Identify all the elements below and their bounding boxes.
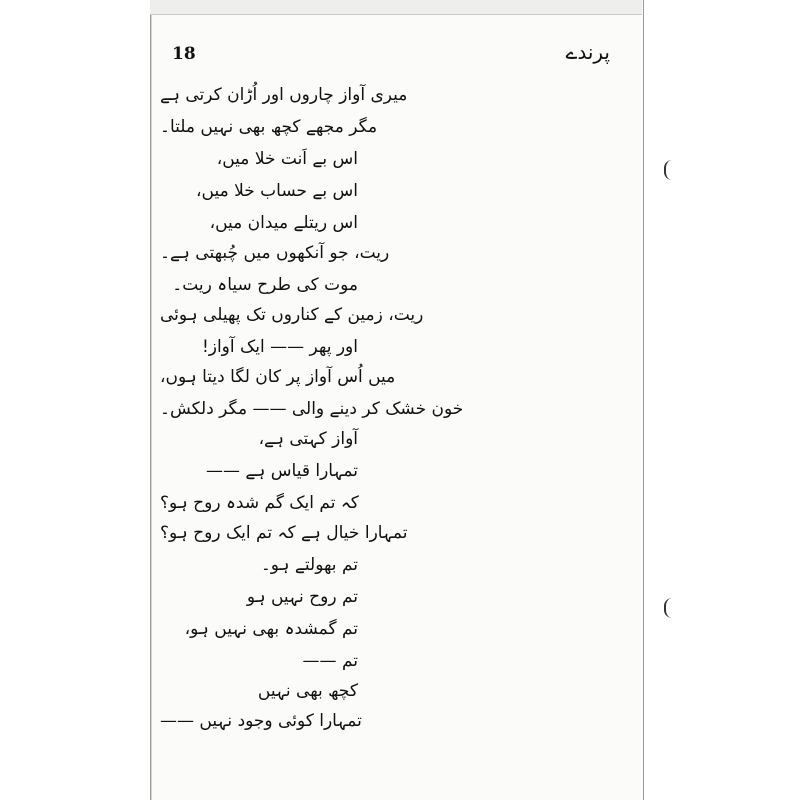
- poem-line: اس بے حساب خلا میں،: [196, 181, 358, 201]
- margin-mark: [664, 160, 674, 180]
- poem-line: اور پھر —— ایک آواز!: [201, 337, 358, 357]
- poem-line: تم گمشدہ بھی نہیں ہو،: [184, 619, 358, 639]
- poem-line: کہ تم ایک گم شدہ روح ہو؟: [160, 493, 359, 513]
- poem-line: میں اُس آواز پر کان لگا دیتا ہوں،: [160, 367, 396, 387]
- poem-line: تم ——: [302, 651, 358, 671]
- poem-line: اس ریتلے میدان میں،: [209, 213, 358, 233]
- page-number: 18: [172, 44, 196, 64]
- poem-line: تم روح نہیں ہو: [246, 587, 358, 607]
- poem-line: کچھ بھی نہیں: [257, 681, 358, 701]
- poem-line: تمہارا کوئی وجود نہیں ——: [160, 711, 362, 731]
- running-head: پرندے: [565, 40, 610, 64]
- page-top-edge: [150, 0, 642, 15]
- poem-line: تمہارا قیاس ہے ——: [206, 461, 358, 481]
- poem-line: ریت، جو آنکھوں میں چُبھتی ہے۔: [160, 243, 390, 263]
- margin-mark: [664, 598, 674, 618]
- poem-line: مگر مجھے کچھ بھی نہیں ملتا۔: [160, 117, 378, 137]
- poem-line: خون خشک کر دینے والی —— مگر دلکش۔: [160, 399, 464, 419]
- poem-line: میری آواز چاروں اور اُڑان کرتی ہے: [160, 85, 408, 105]
- poem-line: آواز کہتی ہے،: [258, 429, 358, 449]
- poem-line: اس بے اَنت خلا میں،: [216, 149, 358, 169]
- poem-line: موت کی طرح سیاہ ریت۔: [172, 275, 358, 295]
- poem-line: ریت، زمین کے کناروں تک پھیلی ہوئی: [160, 305, 424, 325]
- poem-line: تمہارا خیال ہے کہ تم ایک روح ہو؟: [160, 523, 408, 543]
- poem-line: تم بھولتے ہو۔: [260, 555, 358, 575]
